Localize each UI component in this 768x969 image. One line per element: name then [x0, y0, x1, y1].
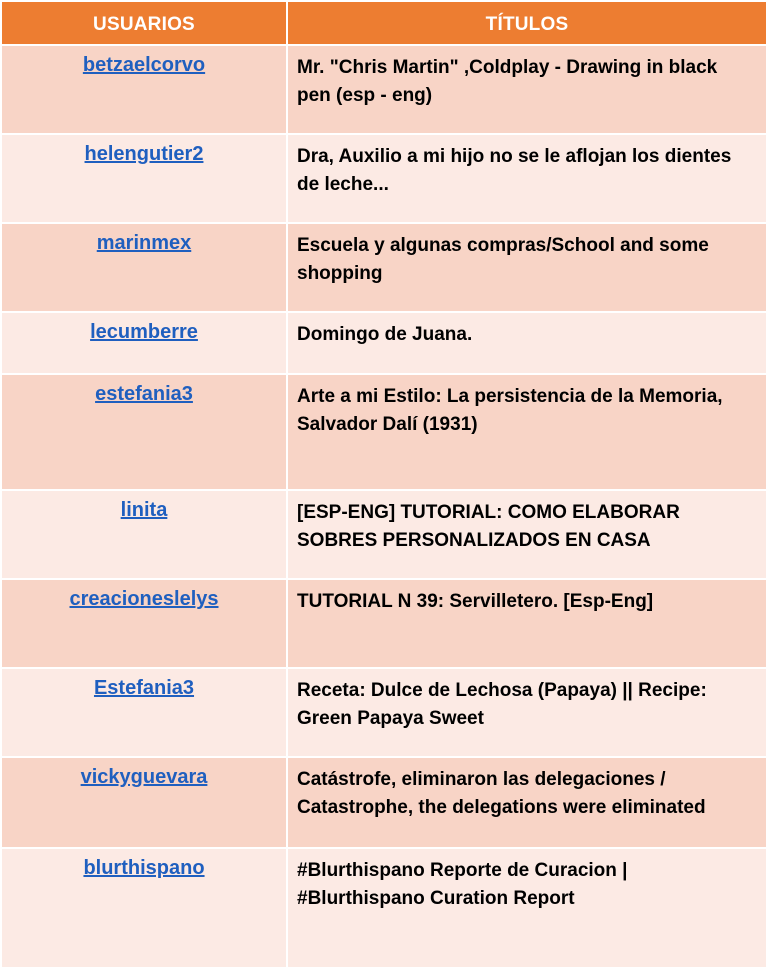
table-row [0, 849, 768, 969]
title-cell: Catástrofe, eliminaron las delegaciones / Catastrophe, the delegations were eliminated [288, 758, 768, 849]
table-row [0, 669, 768, 758]
user-link[interactable]: marinmex [96, 232, 192, 254]
table-row [0, 758, 768, 849]
header-titles: TÍTULOS [288, 0, 768, 46]
user-cell [0, 580, 288, 669]
user-link[interactable]: vickyguevara [80, 766, 208, 788]
title-cell: Dra, Auxilio a mi hijo no se le aflojan los dientes de leche... [288, 135, 768, 224]
user-cell [0, 313, 288, 375]
user-cell [0, 758, 288, 849]
title-cell: #Blurthispano Reporte de Curacion | #Blurthispano Curation Report [288, 849, 768, 969]
table-header-row [0, 0, 768, 46]
title-cell: [ESP-ENG] TUTORIAL: COMO ELABORAR SOBRES PERSONALIZADOS EN CASA [288, 491, 768, 580]
table-row [0, 135, 768, 224]
table-row [0, 46, 768, 135]
user-link[interactable]: blurthispano [83, 857, 205, 879]
user-cell [0, 491, 288, 580]
user-cell [0, 849, 288, 969]
table-row [0, 491, 768, 580]
table-row [0, 313, 768, 375]
table-row [0, 224, 768, 313]
title-cell: Escuela y algunas compras/School and some shopping [288, 224, 768, 313]
table-row [0, 580, 768, 669]
user-cell [0, 669, 288, 758]
header-users: USUARIOS [0, 0, 288, 46]
user-link[interactable]: creacioneslelys [69, 588, 219, 610]
user-link[interactable]: lecumberre [90, 321, 198, 343]
title-cell: Receta: Dulce de Lechosa (Papaya) || Recipe: Green Papaya Sweet [288, 669, 768, 758]
user-cell [0, 46, 288, 135]
title-cell: TUTORIAL N 39: Servilletero. [Esp-Eng] [288, 580, 768, 669]
user-cell [0, 224, 288, 313]
user-cell [0, 135, 288, 224]
user-cell [0, 375, 288, 491]
title-cell: Domingo de Juana. [288, 313, 768, 375]
user-link[interactable]: linita [120, 499, 168, 521]
user-link[interactable]: helengutier2 [84, 143, 204, 165]
user-link[interactable]: estefania3 [95, 383, 193, 405]
user-link[interactable]: betzaelcorvo [82, 54, 206, 76]
title-cell: Mr. "Chris Martin" ,Coldplay - Drawing in black pen (esp - eng) [288, 46, 768, 135]
table-row [0, 375, 768, 491]
title-cell: Arte a mi Estilo: La persistencia de la Memoria, Salvador Dalí (1931) [288, 375, 768, 491]
user-link[interactable]: Estefania3 [93, 677, 195, 699]
